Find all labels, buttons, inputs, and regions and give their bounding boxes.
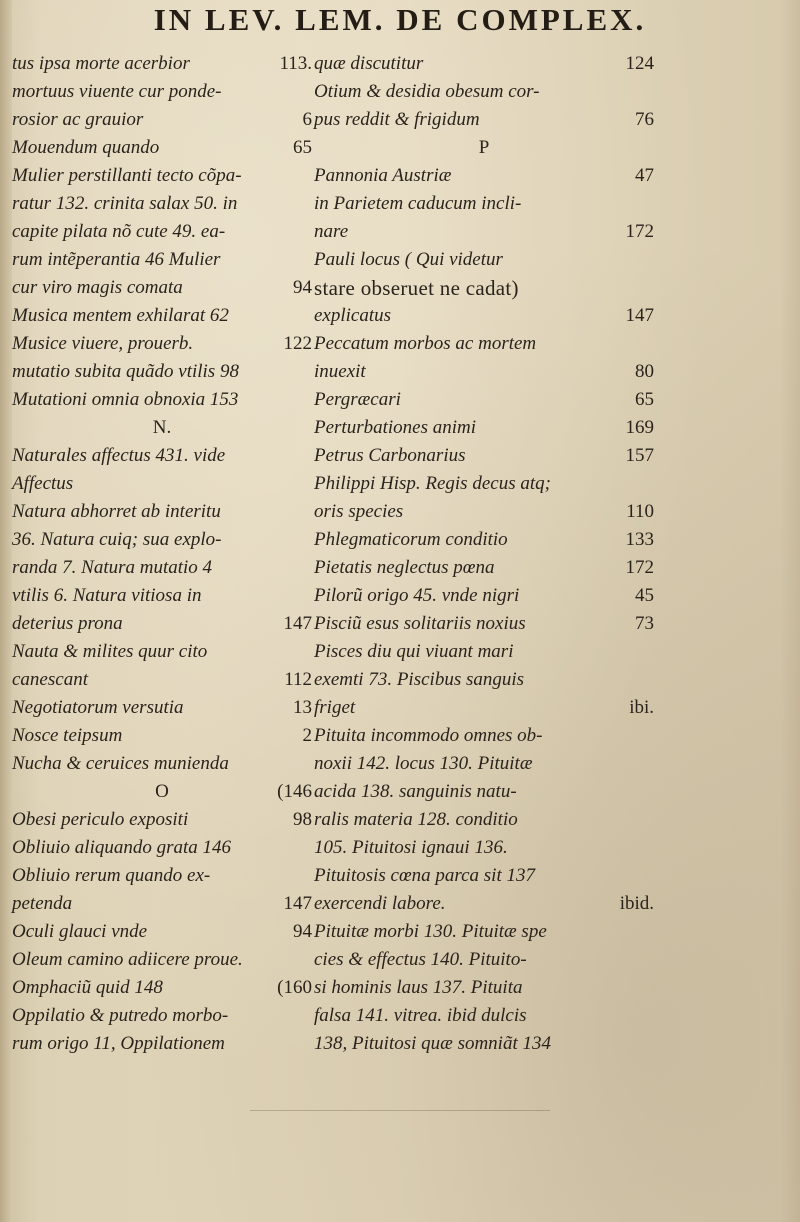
- index-entry: [12, 386, 312, 414]
- index-entry-text: explicatus: [314, 305, 392, 326]
- index-entry-page: ibi.: [629, 697, 654, 718]
- index-entry: [12, 834, 312, 862]
- index-entry: [314, 302, 654, 330]
- index-entry: [314, 386, 654, 414]
- index-entry: [12, 302, 312, 330]
- index-entry-text: Pisciũ esus solitariis noxius: [314, 613, 526, 634]
- index-entry-text: quæ discutitur: [314, 53, 424, 74]
- page-gutter: [0, 0, 12, 1222]
- index-entry-text: Peccatum morbos ac mortem: [314, 333, 537, 354]
- index-entry-text: cies & effectus 140. Pituito-: [314, 949, 527, 970]
- index-entry-page: 147: [625, 305, 654, 326]
- index-entry-page: 80: [635, 361, 654, 382]
- index-entry-text: Petrus Carbonarius: [314, 445, 466, 466]
- index-entry-page: 6: [302, 109, 312, 130]
- index-entry: [12, 218, 312, 246]
- index-entry: [314, 330, 654, 358]
- index-entry: [314, 106, 654, 134]
- index-entry-page: 172: [625, 221, 654, 242]
- index-entry-text: oris species: [314, 501, 404, 522]
- index-entry-text: Musica mentem exhilarat 62: [12, 305, 229, 326]
- index-entry: [12, 750, 312, 778]
- index-entry: [314, 470, 654, 498]
- index-entry-text: 105. Pituitosi ignaui 136.: [314, 837, 508, 858]
- index-entry-page: 112: [284, 669, 312, 690]
- index-entry-page: 169: [625, 417, 654, 438]
- index-entry: [12, 106, 312, 134]
- index-entry-text: Affectus: [12, 473, 74, 494]
- index-entry: [314, 638, 654, 666]
- index-entry-page: 94: [293, 277, 312, 298]
- index-entry-text: vtilis 6. Natura vitiosa in: [12, 585, 202, 606]
- index-entry-page: 13: [293, 697, 312, 718]
- index-entry-text: Natura abhorret ab interitu: [12, 501, 221, 522]
- index-entry: [12, 974, 312, 1002]
- index-entry-page: 172: [625, 557, 654, 578]
- index-entry-text: rosior ac grauior: [12, 109, 144, 130]
- index-entry-text: inuexit: [314, 361, 366, 382]
- index-entry: [12, 162, 312, 190]
- index-entry: [314, 974, 654, 1002]
- index-entry-text: tus ipsa morte acerbior: [12, 53, 190, 74]
- index-entry: [314, 190, 654, 218]
- index-entry: [314, 1002, 654, 1030]
- index-entry-text: Naturales affectus 431. vide: [12, 445, 226, 466]
- index-entry: [12, 862, 312, 890]
- index-entry-text: falsa 141. vitrea. ibid dulcis: [314, 1005, 527, 1026]
- index-entry-text: randa 7. Natura mutatio 4: [12, 557, 213, 578]
- index-entry: [314, 862, 654, 890]
- index-entry: [314, 526, 654, 554]
- index-entry-text: Mutationi omnia obnoxia 153: [12, 389, 239, 410]
- catchword-rule: [250, 1110, 550, 1111]
- index-entry-page: 94: [293, 921, 312, 942]
- index-entry-page: 110: [626, 501, 654, 522]
- index-entry-text: mortuus viuente cur ponde-: [12, 81, 222, 102]
- index-entry-text: Perturbationes animi: [314, 417, 477, 438]
- index-entry: [12, 554, 312, 582]
- index-entry-text: ralis materia 128. conditio: [314, 809, 518, 830]
- index-entry: [314, 358, 654, 386]
- index-entry: [12, 134, 312, 162]
- index-entry: [12, 442, 312, 470]
- index-entry-text: Omphaciũ quid 148: [12, 977, 163, 998]
- index-entry-text: Pannonia Austriæ: [314, 165, 452, 186]
- index-entry-text: Mouendum quando: [12, 137, 160, 158]
- index-entry-text: Nauta & milites quur cito: [12, 641, 208, 662]
- index-entry: [12, 582, 312, 610]
- index-entry-page: 73: [635, 613, 654, 634]
- index-entry: [12, 806, 312, 834]
- index-entry: [12, 470, 312, 498]
- index-entry: [12, 330, 312, 358]
- index-entry-page: 122: [283, 333, 312, 354]
- index-entry: [314, 918, 654, 946]
- index-entry-text: Phlegmaticorum conditio: [314, 529, 508, 550]
- index-entry-text: ratur 132. crinita salax 50. in: [12, 193, 238, 214]
- index-entry-page: 124: [625, 53, 654, 74]
- index-entry: [12, 694, 312, 722]
- index-entry-text: Oleum camino adiicere proue.: [12, 949, 243, 970]
- right-index-column: [314, 50, 654, 1058]
- index-entry: [12, 918, 312, 946]
- index-entry: [12, 666, 312, 694]
- index-entry: [314, 610, 654, 638]
- index-entry-text: 36. Natura cuiq; sua explo-: [12, 529, 222, 550]
- index-entry: [12, 78, 312, 106]
- index-entry-text: pus reddit & frigidum: [314, 109, 480, 130]
- left-index-column: [12, 50, 312, 1058]
- index-entry: [314, 1030, 654, 1058]
- index-entry-page: 76: [635, 109, 654, 130]
- index-entry: [12, 274, 312, 302]
- index-entry: [314, 218, 654, 246]
- index-entry-page: ibid.: [619, 893, 654, 914]
- index-entry: [12, 190, 312, 218]
- index-entry-text: Nosce teipsum: [12, 725, 123, 746]
- index-entry: [314, 778, 654, 806]
- index-entry-text: Pituitosis cœna parca sit 137: [314, 865, 535, 886]
- index-entry-page: 45: [635, 585, 654, 606]
- index-entry-text: noxii 142. locus 130. Pituitæ: [314, 753, 533, 774]
- index-entry: [12, 50, 312, 78]
- index-entry-text: friget: [314, 697, 356, 718]
- index-entry-text: Pietatis neglectus pœna: [314, 557, 495, 578]
- index-entry-page: 133: [625, 529, 654, 550]
- index-entry: [314, 162, 654, 190]
- index-entry-page: 65: [635, 389, 654, 410]
- index-entry-text: deterius prona: [12, 613, 123, 634]
- index-entry: [314, 442, 654, 470]
- index-entry-text: Oppilatio & putredo morbo-: [12, 1005, 229, 1026]
- index-entry-text: Obliuio aliquando grata 146: [12, 837, 232, 858]
- index-entry-text: petenda: [12, 893, 73, 914]
- index-entry-text: Nucha & ceruices munienda: [12, 753, 229, 774]
- index-entry-text: mutatio subita quãdo vtilis 98: [12, 361, 239, 382]
- index-entry: [12, 498, 312, 526]
- index-entry: [314, 722, 654, 750]
- index-entry-page: (160: [277, 977, 312, 998]
- index-entry-text: Negotiatorum versutia: [12, 697, 184, 718]
- index-entry-text: Pilorũ origo 45. vnde nigri: [314, 585, 520, 606]
- index-entry-text: Mulier perstillanti tecto cõpa-: [12, 165, 242, 186]
- index-entry-text: capite pilata nõ cute 49. ea-: [12, 221, 226, 242]
- index-entry: [12, 1030, 312, 1058]
- index-entry: [12, 946, 312, 974]
- index-entry-page: 147: [283, 613, 312, 634]
- index-entry-text: N.: [152, 417, 172, 438]
- index-entry: [314, 414, 654, 442]
- index-entry: [314, 498, 654, 526]
- index-entry-page: 113.: [279, 53, 312, 74]
- index-entry: [12, 722, 312, 750]
- index-entry: [314, 890, 654, 918]
- index-entry-page: 47: [635, 165, 654, 186]
- index-entry: [314, 274, 654, 302]
- index-entry: [314, 806, 654, 834]
- index-entry-text: in Parietem caducum incli-: [314, 193, 522, 214]
- index-entry-text: cur viro magis comata: [12, 277, 183, 298]
- index-entry-page: 2: [302, 725, 312, 746]
- index-entry-page: 147: [283, 893, 312, 914]
- index-entry: [12, 358, 312, 386]
- index-entry: [314, 834, 654, 862]
- index-entry: [314, 582, 654, 610]
- index-entry-text: Oculi glauci vnde: [12, 921, 148, 942]
- index-entry: [314, 694, 654, 722]
- index-entry-text: Philippi Hisp. Regis decus atq;: [314, 473, 551, 494]
- index-entry: [12, 610, 312, 638]
- index-entry: [314, 554, 654, 582]
- index-entry: [314, 246, 654, 274]
- index-entry: [12, 246, 312, 274]
- index-entry-text: Otium & desidia obesum cor-: [314, 81, 540, 102]
- running-header: IN LEV. LEM. DE COMPLEX.: [153, 2, 647, 37]
- index-entry: [314, 666, 654, 694]
- index-entry-text: Musice viuere, prouerb.: [12, 333, 194, 354]
- index-entry-page: 65: [293, 137, 312, 158]
- index-entry-text: Obesi periculo expositi: [12, 809, 189, 830]
- index-entry-text: nare: [314, 221, 349, 242]
- index-entry-text: Pituita incommodo omnes ob-: [314, 725, 543, 746]
- index-entry-text: Pisces diu qui viuant mari: [314, 641, 514, 662]
- index-entry-text: Obliuio rerum quando ex-: [12, 865, 211, 886]
- index-entry-text: exemti 73. Piscibus sanguis: [314, 669, 525, 690]
- index-entry: [12, 526, 312, 554]
- index-entry: [12, 1002, 312, 1030]
- index-entry: [314, 50, 654, 78]
- index-entry-text: exercendi labore.: [314, 893, 446, 914]
- index-entry: [314, 946, 654, 974]
- index-entry-text: Pituitæ morbi 130. Pituitæ spe: [314, 921, 547, 942]
- index-entry-text: 138, Pituitosi quæ somniãt 134: [314, 1033, 551, 1054]
- index-entry-text: stare obseruet ne cadat): [314, 276, 519, 300]
- index-entry-text: Pauli locus ( Qui videtur: [314, 249, 503, 270]
- index-entry: [314, 750, 654, 778]
- index-entry-text: acida 138. sanguinis natu-: [314, 781, 517, 802]
- index-entry: [314, 134, 654, 162]
- index-entry-page: 157: [625, 445, 654, 466]
- index-entry-text: canescant: [12, 669, 88, 690]
- index-entry: [314, 78, 654, 106]
- index-entry-page: 98: [293, 809, 312, 830]
- index-entry: [12, 414, 312, 442]
- index-entry-text: P: [478, 137, 490, 158]
- index-entry: [12, 638, 312, 666]
- index-entry-text: rum origo 11, Oppilationem: [12, 1033, 225, 1054]
- index-entry-text: si hominis laus 137. Pituita: [314, 977, 523, 998]
- index-entry-text: rum intẽperantia 46 Mulier: [12, 249, 221, 270]
- index-entry-text: Pergræcari: [314, 389, 401, 410]
- index-entry: [12, 890, 312, 918]
- index-entry-page: (146: [277, 781, 312, 802]
- index-entry-text: O: [155, 781, 169, 802]
- index-entry: [12, 778, 312, 806]
